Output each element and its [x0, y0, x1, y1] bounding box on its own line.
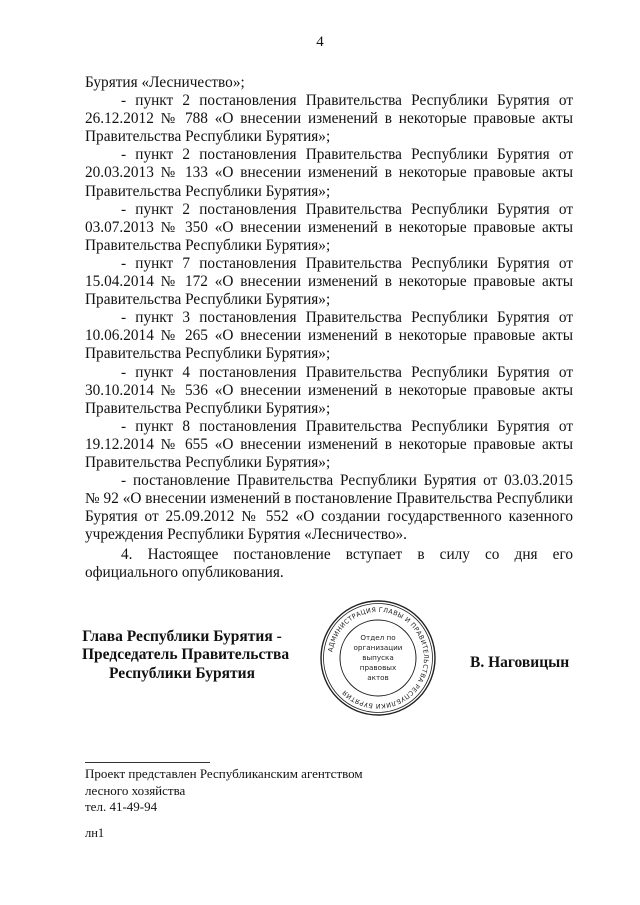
- footnote-line: тел. 41-49-94: [85, 799, 158, 814]
- author-initials: лн1: [85, 826, 105, 840]
- signature-position-line: Республики Бурятия: [109, 664, 255, 682]
- official-stamp: [318, 598, 438, 718]
- document-paragraph: - пункт 7 постановления Правительства Республики Бурятия от 15.04.2014 № 172 «О внесении изменений в некоторые правовые акты Правительства Республики Бурятия»;: [85, 254, 573, 309]
- document-paragraph: - постановление Правительства Республики Бурятия от 03.03.2015 № 92 «О внесении изменений в постановление Правительства Республики Бурятия от 25.09.2012 № 552 «О создании государственного казенного учреждения Республики Бурятия «Лесничество».: [85, 472, 573, 544]
- signature-position-line: Председатель Правительства: [82, 646, 290, 664]
- footnote-divider: [85, 762, 210, 763]
- stamp-ring-text: АДМИНИСТРАЦИЯ ГЛАВЫ И ПРАВИТЕЛЬСТВА РЕСПУБЛИКИ БУРЯТИЯ: [326, 605, 431, 711]
- document-paragraph: - пункт 4 постановления Правительства Республики Бурятия от 30.10.2014 № 536 «О внесении изменений в некоторые правовые акты Правительства Республики Бурятия»;: [85, 363, 573, 417]
- footnote-line: Проект представлен Республиканским агентством: [85, 766, 363, 781]
- document-paragraph: - пункт 8 постановления Правительства Республики Бурятия от 19.12.2014 № 655 «О внесении изменений в некоторые правовые акты Правительства Республики Бурятия»;: [85, 417, 573, 471]
- document-body: [85, 74, 573, 544]
- final-paragraph: 4. Настоящее постановление вступает в силу со дня его официального опубликования.: [85, 546, 573, 582]
- stamp-center-line: выпуска: [362, 653, 394, 662]
- stamp-center-line: организации: [353, 643, 403, 652]
- signature-position-line: Глава Республики Бурятия -: [82, 628, 282, 645]
- footnote-line: лесного хозяйства: [85, 782, 186, 798]
- document-paragraph: Бурятия «Лесничество»;: [85, 74, 245, 91]
- stamp-center-line: Отдел по: [360, 633, 396, 642]
- document-paragraph: - пункт 2 постановления Правительства Республики Бурятия от 26.12.2012 № 788 «О внесении изменений в некоторые правовые акты Правительства Республики Бурятия»;: [85, 92, 573, 146]
- stamp-center-line: правовых: [359, 663, 397, 672]
- page-number: 4: [316, 34, 324, 50]
- footnote: [85, 766, 363, 816]
- document-paragraph: - пункт 2 постановления Правительства Республики Бурятия от 20.03.2013 № 133 «О внесении изменений в некоторые правовые акты Правительства Республики Бурятия»;: [85, 146, 573, 200]
- signature-position: [82, 628, 290, 683]
- document-paragraph: - пункт 2 постановления Правительства Республики Бурятия от 03.07.2013 № 350 «О внесении изменений в некоторые правовые акты Правительства Республики Бурятия»;: [85, 200, 573, 254]
- signer-name: В. Наговицын: [470, 654, 570, 671]
- stamp-center-line: актов: [367, 673, 389, 682]
- document-paragraph: - пункт 3 постановления Правительства Республики Бурятия от 10.06.2014 № 265 «О внесении изменений в некоторые правовые акты Правительства Республики Бурятия»;: [85, 309, 573, 363]
